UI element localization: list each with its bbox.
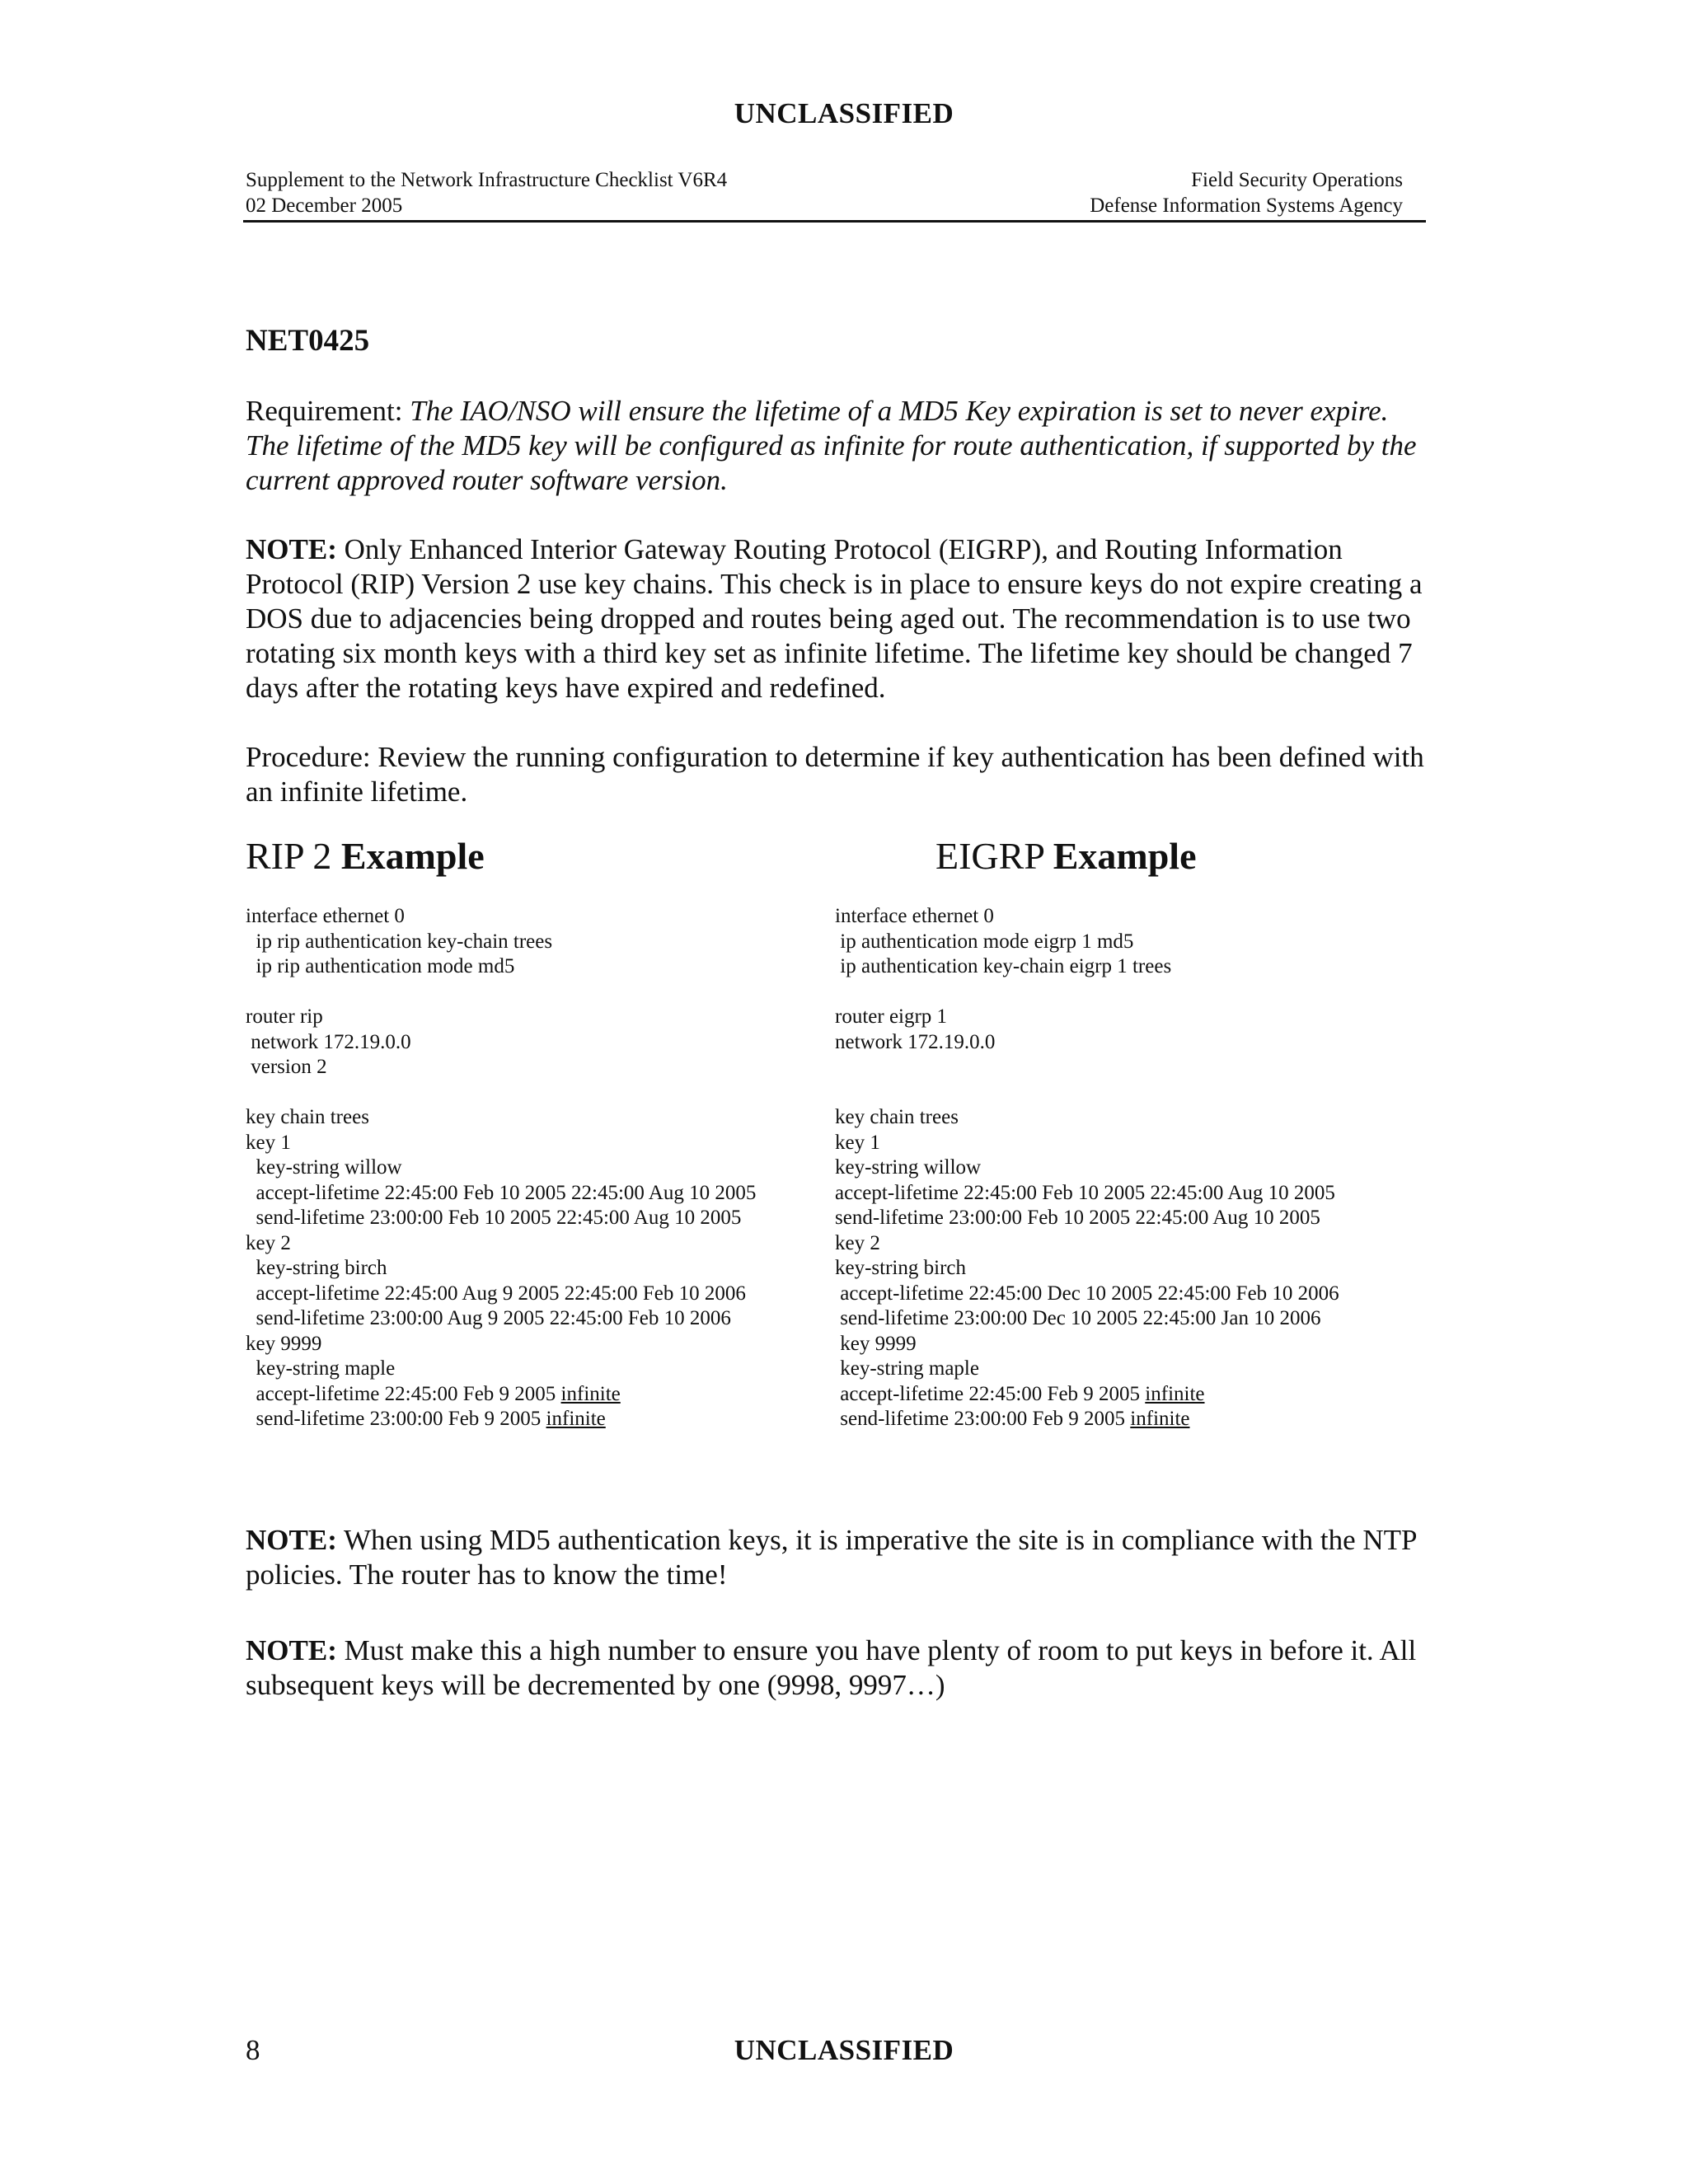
config-line: [246, 1155, 756, 1181]
note-paragraph-key-number: [246, 1633, 1437, 1703]
config-line: [246, 1030, 756, 1056]
config-line: [246, 954, 756, 980]
config-line: [246, 1382, 756, 1408]
config-line: [246, 1256, 756, 1282]
note-label: NOTE:: [246, 533, 337, 565]
running-header-right: [1090, 167, 1403, 218]
config-line-text: key-string maple: [246, 1357, 396, 1380]
config-line-text: send-lifetime 23:00:00 Dec 10 2005 22:45:00 Jan 10 2006: [835, 1307, 1321, 1329]
note-text: Only Enhanced Interior Gateway Routing Protocol (EIGRP), and Routing Information Protocol (RIP) Version 2 use key chains. This check is in place to ensure keys do not expire creating a DOS due to adjacencies being dropped and routes being aged out. The recommendation is to use two rotating six month keys with a third key set as infinite lifetime. The lifetime key should be changed 7 days after the rotating keys have expired and redefined.: [246, 533, 1423, 704]
config-line: [835, 1080, 1339, 1106]
config-line: [835, 1282, 1339, 1307]
config-line: [835, 1131, 1339, 1156]
config-line: [835, 1382, 1339, 1408]
config-line-text: ip rip authentication key-chain trees: [246, 930, 553, 953]
config-line-text: send-lifetime 23:00:00 Aug 9 2005 22:45:00 Feb 10 2006: [246, 1307, 731, 1329]
note-label: NOTE:: [246, 1634, 337, 1666]
note-label: NOTE:: [246, 1524, 337, 1556]
config-line-text: key chain trees: [835, 1106, 959, 1128]
config-line-text: send-lifetime 23:00:00 Feb 9 2005: [835, 1408, 1131, 1430]
page-number: 8: [246, 2034, 260, 2066]
config-line: [246, 1357, 756, 1382]
config-line-text: interface ethernet 0: [835, 905, 994, 927]
config-line: [246, 1206, 756, 1231]
rip-example-title: [246, 834, 485, 878]
config-line-text: key-string birch: [246, 1257, 387, 1279]
config-line: [246, 930, 756, 955]
config-line-text: key 2: [246, 1231, 291, 1254]
config-line: [835, 980, 1339, 1005]
config-line: [835, 1105, 1339, 1131]
config-line-text: key-string willow: [835, 1156, 982, 1179]
config-line: [246, 904, 756, 930]
config-line: [835, 1357, 1339, 1382]
procedure-label: Procedure:: [246, 741, 371, 773]
config-line-text: ip rip authentication mode md5: [246, 955, 515, 977]
config-line: [835, 930, 1339, 955]
config-line-text: key 9999: [835, 1332, 917, 1355]
config-line-text: accept-lifetime 22:45:00 Dec 10 2005 22:45:00 Feb 10 2006: [835, 1282, 1339, 1305]
header-rule: [243, 220, 1426, 223]
config-line: [835, 1206, 1339, 1231]
eigrp-example-title: [935, 834, 1196, 878]
config-line-text: key 2: [835, 1231, 880, 1254]
config-line: [835, 1256, 1339, 1282]
config-line-text: send-lifetime 23:00:00 Feb 10 2005 22:45:00 Aug 10 2005: [246, 1207, 742, 1229]
organization-agency: Defense Information Systems Agency: [1090, 194, 1403, 217]
config-line-text: accept-lifetime 22:45:00 Feb 9 2005: [835, 1382, 1146, 1405]
config-line-infinite: infinite: [1130, 1408, 1190, 1430]
config-line: [246, 1131, 756, 1156]
procedure-paragraph: [246, 740, 1437, 809]
config-line-text: key-string willow: [246, 1156, 402, 1179]
rip-example-title-prefix: RIP 2: [246, 835, 332, 877]
note-text: When using MD5 authentication keys, it is imperative the site is in compliance with the NTP policies. The router has to know the time!: [246, 1524, 1417, 1591]
requirement-text: The IAO/NSO will ensure the lifetime of a MD5 Key expiration is set to never expire. The lifetime of the MD5 key will be configured as infinite for route authentication, if supported by the current approved router software version.: [246, 395, 1417, 496]
config-line-text: accept-lifetime 22:45:00 Feb 9 2005: [246, 1382, 561, 1405]
config-line-text: key-string birch: [835, 1257, 966, 1279]
rip-example-title-bold: Example: [340, 835, 485, 877]
config-line-text: accept-lifetime 22:45:00 Feb 10 2005 22:45:00 Aug 10 2005: [835, 1181, 1335, 1204]
procedure-text: Review the running configuration to determine if key authentication has been defined with an infinite lifetime.: [246, 741, 1424, 808]
classification-banner-top: UNCLASSIFIED: [734, 97, 954, 129]
config-line: [835, 1306, 1339, 1332]
config-line: [246, 1231, 756, 1257]
config-line-text: send-lifetime 23:00:00 Feb 10 2005 22:45:00 Aug 10 2005: [835, 1207, 1320, 1229]
config-line-infinite: infinite: [1145, 1382, 1205, 1405]
config-line: [246, 1055, 756, 1080]
config-line: [835, 1231, 1339, 1257]
config-line: [835, 954, 1339, 980]
eigrp-example-title-prefix: EIGRP: [935, 835, 1044, 877]
config-line-text: key 9999: [246, 1332, 322, 1355]
requirement-paragraph: [246, 394, 1437, 498]
config-line-text: key-string maple: [835, 1357, 979, 1380]
running-header-left: [246, 167, 727, 218]
config-line-text: ip authentication mode eigrp 1 md5: [835, 930, 1134, 953]
note-paragraph-ntp: [246, 1523, 1437, 1592]
config-line: [835, 1005, 1339, 1030]
config-line-text: router eigrp 1: [835, 1005, 948, 1028]
config-line-text: ip authentication key-chain eigrp 1 trees: [835, 955, 1172, 977]
config-line: [835, 1181, 1339, 1207]
config-line: [246, 1105, 756, 1131]
config-line-text: send-lifetime 23:00:00 Feb 9 2005: [246, 1408, 546, 1430]
config-line: [246, 1080, 756, 1106]
classification-banner-bottom: UNCLASSIFIED: [734, 2034, 954, 2066]
config-line-text: interface ethernet 0: [246, 905, 405, 927]
config-line: [835, 1155, 1339, 1181]
config-line: [246, 1407, 756, 1432]
config-line-infinite: infinite: [546, 1408, 606, 1430]
config-line-text: key 1: [246, 1131, 291, 1154]
config-line: [246, 1332, 756, 1357]
document-title: Supplement to the Network Infrastructure Checklist V6R4: [246, 169, 728, 191]
config-line: [835, 1407, 1339, 1432]
config-line-text: key 1: [835, 1131, 880, 1154]
config-line-text: version 2: [246, 1056, 327, 1078]
config-line: [246, 1306, 756, 1332]
check-id-heading: NET0425: [246, 324, 370, 358]
eigrp-example-title-bold: Example: [1053, 835, 1197, 877]
config-line-text: key chain trees: [246, 1106, 369, 1128]
config-line-text: network 172.19.0.0: [835, 1030, 996, 1053]
config-line: [835, 1030, 1339, 1056]
eigrp-config-listing: [835, 904, 1339, 1432]
config-line-infinite: infinite: [560, 1382, 621, 1405]
requirement-label: Requirement:: [246, 395, 403, 427]
organization-unit: Field Security Operations: [1191, 169, 1403, 191]
note-paragraph-eigrp-rip: [246, 532, 1437, 705]
document-date: 02 December 2005: [246, 194, 403, 217]
config-line-text: network 172.19.0.0: [246, 1030, 411, 1053]
config-line-text: accept-lifetime 22:45:00 Feb 10 2005 22:45:00 Aug 10 2005: [246, 1181, 757, 1204]
note-text: Must make this a high number to ensure you have plenty of room to put keys in before it. All subsequent keys will be decremented by one (9998, 9997…): [246, 1634, 1417, 1701]
config-line: [246, 980, 756, 1005]
config-line: [246, 1282, 756, 1307]
config-line: [246, 1181, 756, 1207]
config-line: [835, 1332, 1339, 1357]
config-line: [835, 1055, 1339, 1080]
config-line: [246, 1005, 756, 1030]
config-line-text: router rip: [246, 1005, 323, 1028]
rip-config-listing: [246, 904, 756, 1432]
config-line: [835, 904, 1339, 930]
config-line-text: accept-lifetime 22:45:00 Aug 9 2005 22:45:00 Feb 10 2006: [246, 1282, 746, 1305]
